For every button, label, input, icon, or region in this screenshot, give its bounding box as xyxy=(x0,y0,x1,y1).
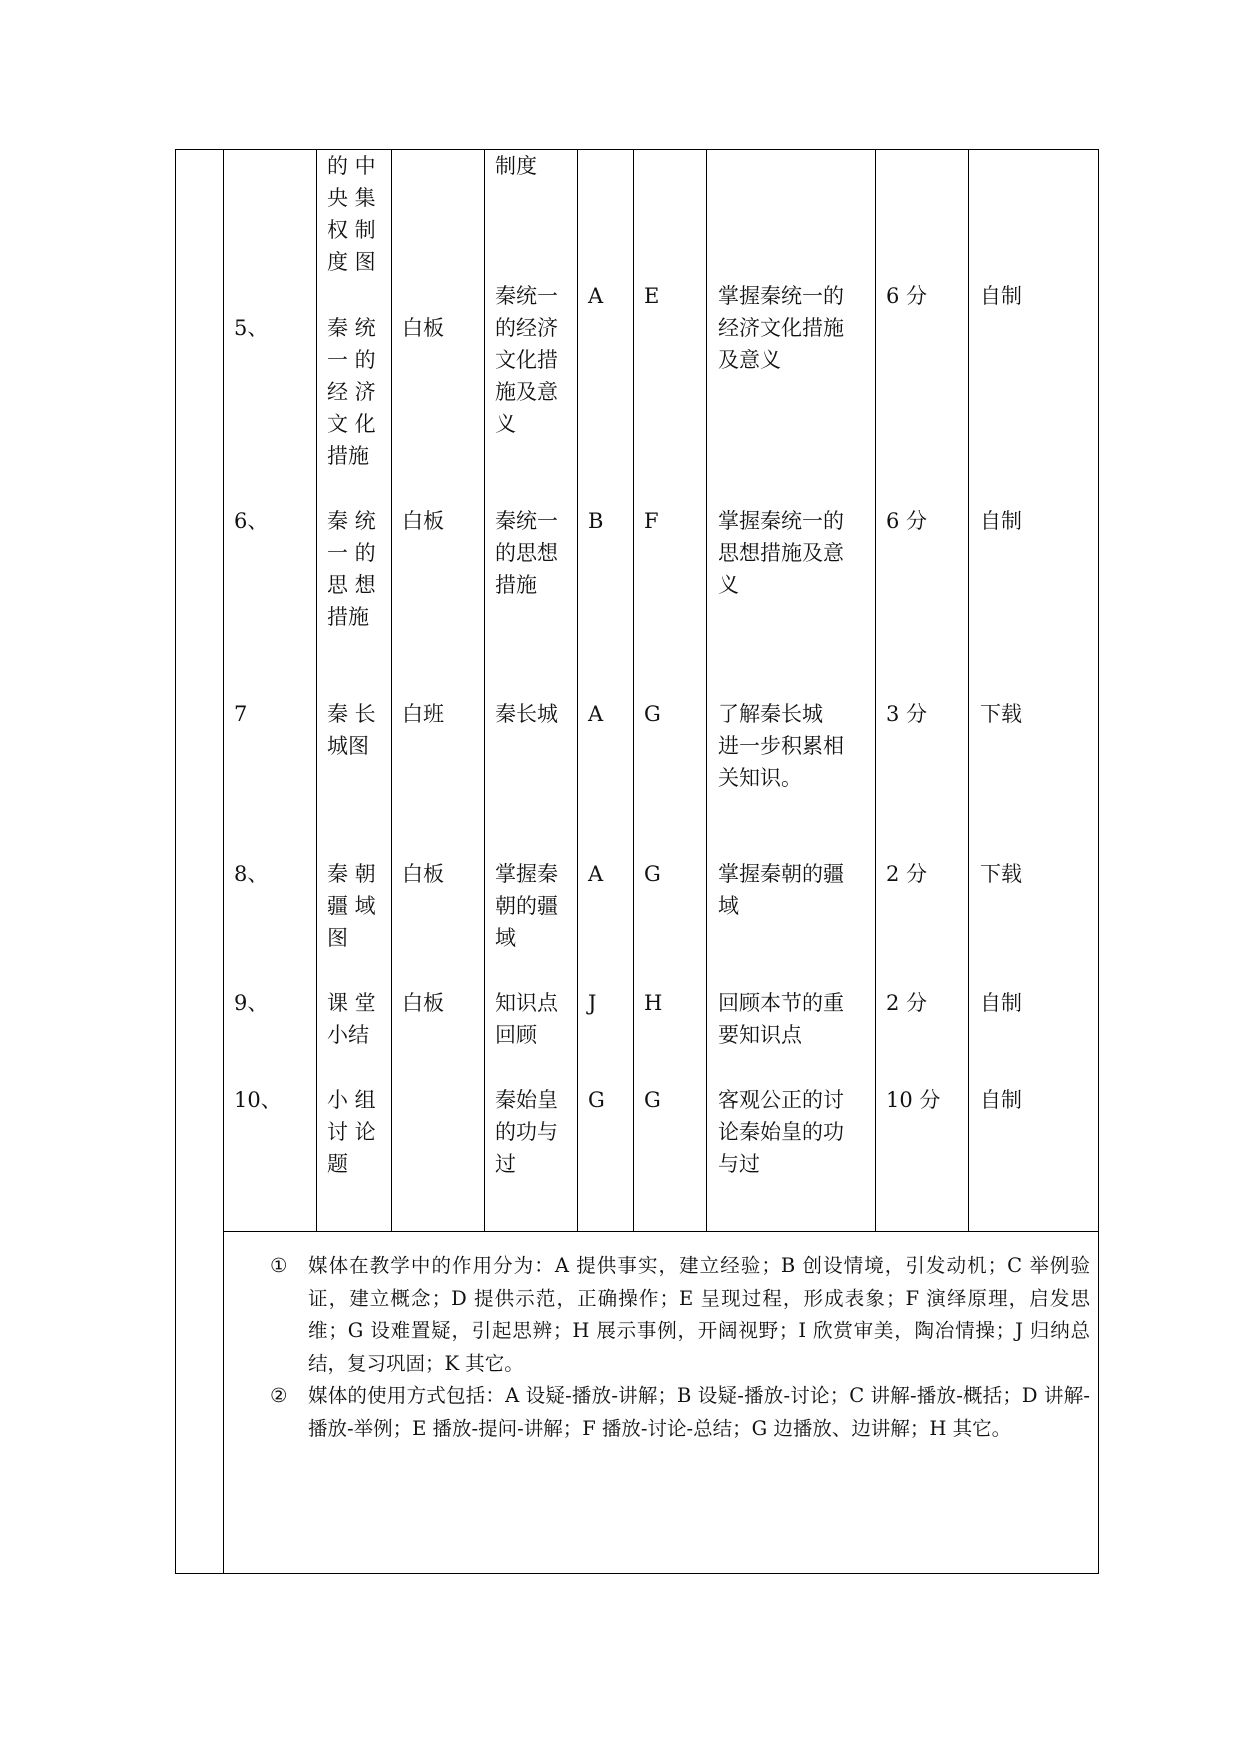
note-text: 媒体的使用方式包括：A 设疑-播放-讲解；B 设疑-播放-讨论；C 讲解-播放-概括；D 讲解-播放-举例；E 播放-提问-讲解；F 播放-讨论-总结；G 边播放、边讲解；H 其它。 xyxy=(308,1384,1090,1440)
notes-section xyxy=(270,1250,1090,1445)
note-text: 媒体在教学中的作用分为：A 提供事实，建立经验；B 创设情境，引发动机；C 举例验证，建立概念；D 提供示范，正确操作；E 呈现过程，形成表象；F 演绎原理，启发思维；G 设难置疑，引起思辨；H 展示事例，开阔视野；I 欣赏审美，陶冶情操；J 归纳总结，复习巩固；K 其它。 xyxy=(308,1254,1090,1375)
column-divider xyxy=(316,149,317,1231)
time-used: 10 分 xyxy=(886,1088,941,1112)
note-marker: ② xyxy=(270,1384,288,1407)
sequence-number: 9、 xyxy=(234,991,269,1015)
media-type: 白板 xyxy=(402,316,444,340)
sequence-number: 10、 xyxy=(234,1088,282,1112)
media-title: 秦 统 一 的 经 济 文 化 措施 xyxy=(327,316,376,468)
teaching-goal: 回顾本节的重 要知识点 xyxy=(718,991,844,1047)
note-marker: ① xyxy=(270,1254,288,1277)
time-used: 2 分 xyxy=(886,991,928,1015)
usage-mode: G xyxy=(644,702,661,726)
media-source: 自制 xyxy=(980,991,1022,1015)
teaching-content: 知识点 回顾 xyxy=(495,991,558,1047)
notes-divider xyxy=(223,1231,1099,1232)
media-title: 的 中 央 集 权 制 度 图 xyxy=(327,154,376,274)
usage-mode: H xyxy=(644,991,663,1015)
teaching-content: 秦长城 xyxy=(495,702,558,726)
media-source: 自制 xyxy=(980,284,1022,308)
usage-mode: E xyxy=(644,284,660,308)
media-role: G xyxy=(588,1088,605,1112)
media-type: 白板 xyxy=(402,509,444,533)
teaching-goal: 掌握秦统一的 思想措施及意 义 xyxy=(718,509,844,597)
usage-mode: G xyxy=(644,862,661,886)
sequence-number: 5、 xyxy=(234,316,269,340)
column-divider xyxy=(706,149,707,1231)
column-divider xyxy=(484,149,485,1231)
teaching-content: 掌握秦 朝的疆 域 xyxy=(495,862,558,950)
media-title: 小 组 讨 论 题 xyxy=(327,1088,376,1176)
note-usage-modes xyxy=(270,1380,1090,1445)
teaching-goal: 掌握秦朝的疆 域 xyxy=(718,862,844,918)
column-divider xyxy=(968,149,969,1231)
time-used: 3 分 xyxy=(886,702,928,726)
sequence-number: 7 xyxy=(234,702,248,726)
teaching-goal: 客观公正的讨 论秦始皇的功 与过 xyxy=(718,1088,844,1176)
media-role: B xyxy=(588,509,604,533)
media-type: 白板 xyxy=(402,862,444,886)
column-divider xyxy=(577,149,578,1231)
media-role: A xyxy=(588,284,604,308)
media-type: 白班 xyxy=(402,702,444,726)
teaching-goal: 掌握秦统一的 经济文化措施 及意义 xyxy=(718,284,844,372)
media-role: A xyxy=(588,702,604,726)
usage-mode: G xyxy=(644,1088,661,1112)
teaching-content: 秦统一 的经济 文化措 施及意 义 xyxy=(495,284,558,436)
media-source: 下载 xyxy=(980,702,1022,726)
teaching-goal: 了解秦长城 进一步积累相 关知识。 xyxy=(718,702,844,790)
teaching-content: 制度 xyxy=(495,154,537,178)
media-title: 秦 朝 疆 域 图 xyxy=(327,862,376,950)
teaching-content: 秦统一 的思想 措施 xyxy=(495,509,558,597)
media-source: 自制 xyxy=(980,509,1022,533)
media-source: 自制 xyxy=(980,1088,1022,1112)
time-used: 2 分 xyxy=(886,862,928,886)
media-type: 白板 xyxy=(402,991,444,1015)
column-divider xyxy=(633,149,634,1231)
note-media-roles xyxy=(270,1250,1090,1380)
media-role: J xyxy=(588,991,597,1015)
media-title: 课 堂 小结 xyxy=(327,991,376,1047)
media-role: A xyxy=(588,862,604,886)
media-title: 秦 统 一 的 思 想 措施 xyxy=(327,509,376,629)
usage-mode: F xyxy=(644,509,659,533)
teaching-content: 秦始皇 的功与 过 xyxy=(495,1088,558,1176)
sequence-number: 8、 xyxy=(234,862,269,886)
column-divider xyxy=(223,149,224,1574)
sequence-number: 6、 xyxy=(234,509,269,533)
column-divider xyxy=(391,149,392,1231)
time-used: 6 分 xyxy=(886,284,928,308)
media-source: 下载 xyxy=(980,862,1022,886)
media-title: 秦 长 城图 xyxy=(327,702,376,758)
time-used: 6 分 xyxy=(886,509,928,533)
column-divider xyxy=(875,149,876,1231)
